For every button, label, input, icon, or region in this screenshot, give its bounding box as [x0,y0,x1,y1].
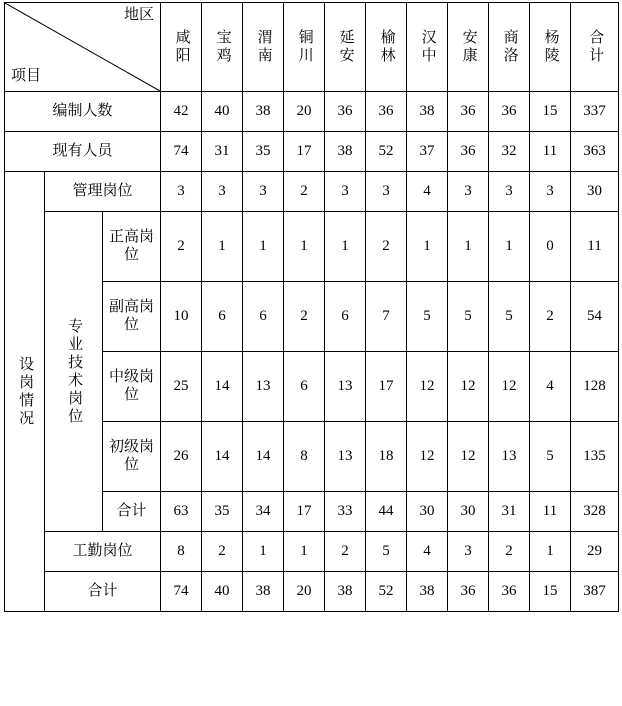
cell: 36 [448,132,489,172]
cell: 4 [407,172,448,212]
cell: 12 [407,422,448,492]
column-header-2: 渭南 [243,3,284,92]
cell: 17 [284,132,325,172]
cell: 15 [530,572,571,612]
cell: 38 [325,132,366,172]
cell: 3 [161,172,202,212]
corner-header-cell [5,3,161,92]
cell: 128 [571,352,619,422]
cell: 2 [284,172,325,212]
cell: 387 [571,572,619,612]
cell: 40 [202,572,243,612]
cell: 74 [161,132,202,172]
cell: 2 [366,212,407,282]
cell: 5 [448,282,489,352]
document-page [0,2,622,706]
cell: 36 [448,92,489,132]
cell: 35 [202,492,243,532]
cell: 2 [202,532,243,572]
cell: 6 [325,282,366,352]
column-header-6: 汉中 [407,3,448,92]
row-label-junior-post: 初级岗位 [103,422,161,492]
cell: 0 [530,212,571,282]
cell: 5 [366,532,407,572]
cell: 1 [489,212,530,282]
cell: 4 [407,532,448,572]
cell: 1 [448,212,489,282]
column-header-total: 合计 [571,3,619,92]
cell: 3 [530,172,571,212]
cell: 36 [448,572,489,612]
cell: 17 [284,492,325,532]
cell: 1 [530,532,571,572]
cell: 37 [407,132,448,172]
cell: 38 [407,92,448,132]
column-header-8: 商洛 [489,3,530,92]
cell: 35 [243,132,284,172]
cell: 1 [243,532,284,572]
column-header-1: 宝鸡 [202,3,243,92]
cell: 14 [202,352,243,422]
table-row [5,172,619,212]
corner-region-label: 地区 [124,7,155,23]
cell: 18 [366,422,407,492]
cell: 31 [202,132,243,172]
cell: 1 [202,212,243,282]
cell: 40 [202,92,243,132]
cell: 30 [407,492,448,532]
cell: 5 [489,282,530,352]
row-label-tech-subtotal: 合计 [103,492,161,532]
cell: 1 [284,212,325,282]
row-label-intermediate-post: 中级岗位 [103,352,161,422]
cell: 63 [161,492,202,532]
cell: 328 [571,492,619,532]
cell: 14 [243,422,284,492]
cell: 2 [530,282,571,352]
cell: 7 [366,282,407,352]
column-header-3: 铜川 [284,3,325,92]
column-header-5: 榆林 [366,3,407,92]
cell: 20 [284,572,325,612]
cell: 12 [407,352,448,422]
cell: 13 [243,352,284,422]
cell: 38 [243,92,284,132]
table-row [5,132,619,172]
column-header-4: 延安 [325,3,366,92]
cell: 4 [530,352,571,422]
cell: 36 [489,572,530,612]
table-row [5,572,619,612]
cell: 1 [284,532,325,572]
cell: 5 [530,422,571,492]
cell: 8 [161,532,202,572]
cell: 1 [325,212,366,282]
cell: 8 [284,422,325,492]
cell: 13 [325,422,366,492]
cell: 6 [284,352,325,422]
row-label-associate-senior-post: 副高岗位 [103,282,161,352]
cell: 15 [530,92,571,132]
row-label-grand-total: 合计 [45,572,161,612]
cell: 36 [366,92,407,132]
cell: 26 [161,422,202,492]
cell: 11 [530,492,571,532]
cell: 6 [202,282,243,352]
cell: 14 [202,422,243,492]
column-header-0: 咸阳 [161,3,202,92]
table-row [5,532,619,572]
table-row [5,92,619,132]
cell: 34 [243,492,284,532]
cell: 3 [325,172,366,212]
cell: 30 [448,492,489,532]
row-label-logistics-post: 工勤岗位 [45,532,161,572]
section-label-post-setting: 设岗情况 [5,172,45,612]
cell: 54 [571,282,619,352]
cell: 6 [243,282,284,352]
cell: 12 [448,352,489,422]
column-header-9: 杨陵 [530,3,571,92]
column-header-7: 安康 [448,3,489,92]
cell: 74 [161,572,202,612]
cell: 31 [489,492,530,532]
cell: 38 [325,572,366,612]
cell: 3 [448,172,489,212]
cell: 2 [284,282,325,352]
row-label-establishment: 编制人数 [5,92,161,132]
cell: 3 [448,532,489,572]
staffing-table [4,2,619,612]
cell: 30 [571,172,619,212]
cell: 11 [530,132,571,172]
cell: 36 [325,92,366,132]
cell: 20 [284,92,325,132]
cell: 29 [571,532,619,572]
cell: 32 [489,132,530,172]
cell: 3 [202,172,243,212]
subsection-label-professional-technical-post: 专业技术岗位 [45,212,103,532]
table-row [5,212,619,282]
cell: 135 [571,422,619,492]
cell: 3 [489,172,530,212]
cell: 25 [161,352,202,422]
cell: 10 [161,282,202,352]
cell: 363 [571,132,619,172]
cell: 36 [489,92,530,132]
table-header-row [5,3,619,92]
row-label-senior-high-post: 正高岗位 [103,212,161,282]
cell: 13 [325,352,366,422]
cell: 2 [325,532,366,572]
row-label-current-staff: 现有人员 [5,132,161,172]
cell: 38 [407,572,448,612]
cell: 52 [366,572,407,612]
cell: 5 [407,282,448,352]
cell: 12 [489,352,530,422]
cell: 3 [243,172,284,212]
cell: 42 [161,92,202,132]
cell: 12 [448,422,489,492]
row-label-management-post: 管理岗位 [45,172,161,212]
cell: 17 [366,352,407,422]
corner-item-label: 项目 [11,67,42,84]
cell: 1 [243,212,284,282]
cell: 38 [243,572,284,612]
cell: 44 [366,492,407,532]
cell: 3 [366,172,407,212]
cell: 2 [489,532,530,572]
cell: 2 [161,212,202,282]
cell: 52 [366,132,407,172]
cell: 11 [571,212,619,282]
cell: 1 [407,212,448,282]
cell: 33 [325,492,366,532]
cell: 13 [489,422,530,492]
cell: 337 [571,92,619,132]
